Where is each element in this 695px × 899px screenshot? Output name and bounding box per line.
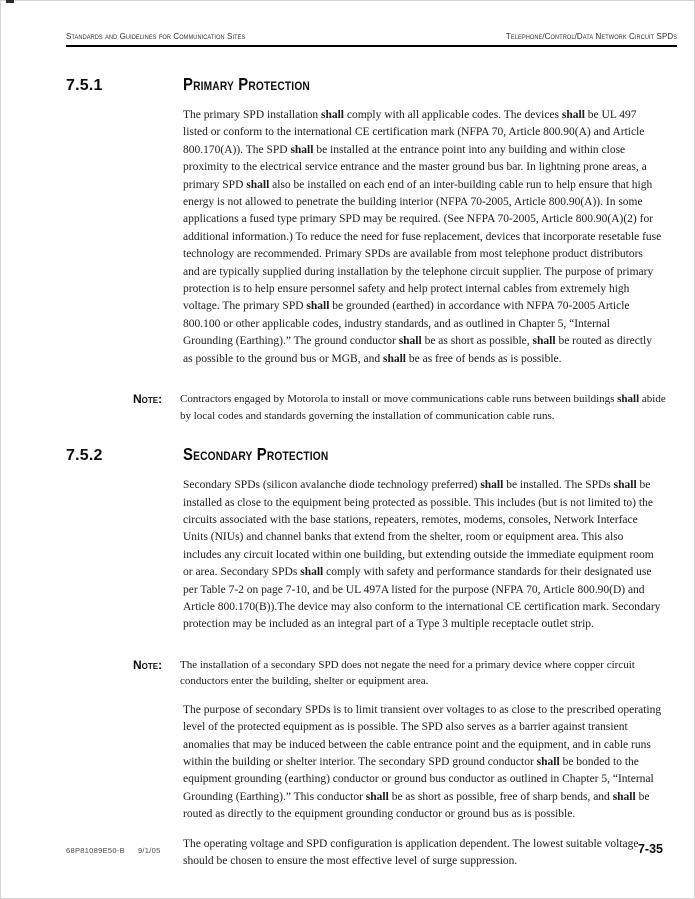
section-number: 7.5.2 — [66, 447, 103, 465]
note-text: The installation of a secondary SPD does not negate the need for a primary device where copper circuit conductors enter the building, shelter or equipment area. — [180, 658, 635, 688]
section-number: 7.5.1 — [66, 77, 103, 94]
footer-date: 9/1/05 — [137, 846, 161, 855]
section-heading-7-5-1 — [66, 74, 677, 95]
section-title: Primary Protection — [183, 74, 310, 94]
section-title: Secondary Protection — [183, 444, 329, 465]
note-block-1 — [133, 391, 675, 424]
header-left-title: Standards and Guidelines for Communication Sites — [66, 31, 246, 41]
page-header — [66, 31, 677, 47]
footer-page-number: 7-35 — [637, 842, 663, 856]
section-heading-7-5-2 — [66, 444, 677, 465]
footer-left-group — [66, 846, 161, 855]
footer-doc-number: 68P81089E50-B — [66, 846, 125, 855]
paragraph-secondary-protection-1: Secondary SPDs (silicon avalanche diode technology preferred) shall be installed. The SPDs shall be installed as close to the equipment being protected as possible. This includes (but is not limited to) the circuits associated with the base stations, repeaters, remotes, modems, consoles, Network Interface Units (NIUs) and channel banks that extend from the shelter, room or equipment area. This also includes any circuit located within one building, but extending outside the immediate equipment room or area. Secondary SPDs shall comply with safety and performance standards for their designated use per Table 7-2 on page 7-10, and be UL 497A listed for the purpose (NFPA 70, Article 800.90(D) and Article 800.170(B)).The device may also conform to the international CE certification mark. Secondary protection may be included as an integral part of a Type 3 multiple receptacle outlet strip. — [183, 479, 661, 631]
paragraph-secondary-protection-3: The operating voltage and SPD configuration is application dependent. The lowest suitable voltage should be chosen to ensure the most effective level of surge suppression. — [183, 837, 639, 867]
page-body — [0, 48, 695, 870]
page-footer — [66, 842, 663, 856]
note-label: Note: — [133, 657, 163, 672]
scan-artifact — [6, 0, 14, 3]
paragraph-primary-protection: The primary SPD installation shall comply with all applicable codes. The devices shall be UL 497 listed or conform to the international CE certification mark (NFPA 70, Article 800.90(A) and Article 800.170(A)). The SPD shall be installed at the entrance point into any building and within close proximity to the electrical service entrance and the master ground bus bar. In lightning prone areas, a primary SPD shall also be installed on each end of an inter-building cable run to help ensure that high energy is not allowed to penetrate the building interior (NFPA 70-2005, Article 800.90(A)). In some applications a fused type primary SPD may be required. (See NFPA 70-2005, Article 800.90(A)(2) for additional information.) To reduce the need for fuse replacement, devices that incorporate resetable fuse technology are recommended. Primary SPDs are available from most telephone product distributors and are typically supplied during installation by the telephone circuit supplier. The purpose of primary protection is to help ensure personnel safety and help protect internal cables from extremely high voltage. The primary SPD shall be grounded (earthed) in accordance with NFPA 70-2005 Article 800.100 or other applicable codes, industry standards, and as outlined in Chapter 5, “Internal Grounding (Earthing).” The ground conductor shall be as short as possible, shall be routed as directly as possible to the ground bus or MGB, and shall be as free of bends as is possible. — [183, 109, 662, 365]
note-block-2 — [133, 657, 675, 690]
note-text: Contractors engaged by Motorola to install or move communications cable runs between buildings shall abide by local codes and standards governing the installation of communication cable runs. — [180, 393, 666, 422]
header-right-title: Telephone/Control/Data Network Circuit SPDs — [505, 31, 677, 41]
note-label: Note: — [133, 392, 163, 407]
paragraph-secondary-protection-2: The purpose of secondary SPDs is to limit transient over voltages to as close to the prescribed operating level of the protected equipment as is possible. The SPD also serves as a barrier against transient anomalies that may be induced between the cable entrance point and the equipment, and in cable runs within the building or shelter interior. The secondary SPD ground conductor shall be bonded to the equipment grounding (earthing) conductor or ground bus conductor as outlined in Chapter 5, “Internal Grounding (Earthing).” This conductor shall be as short as possible, free of sharp bends, and shall be routed as directly to the equipment grounding conductor or ground bus as is possible. — [183, 703, 662, 821]
